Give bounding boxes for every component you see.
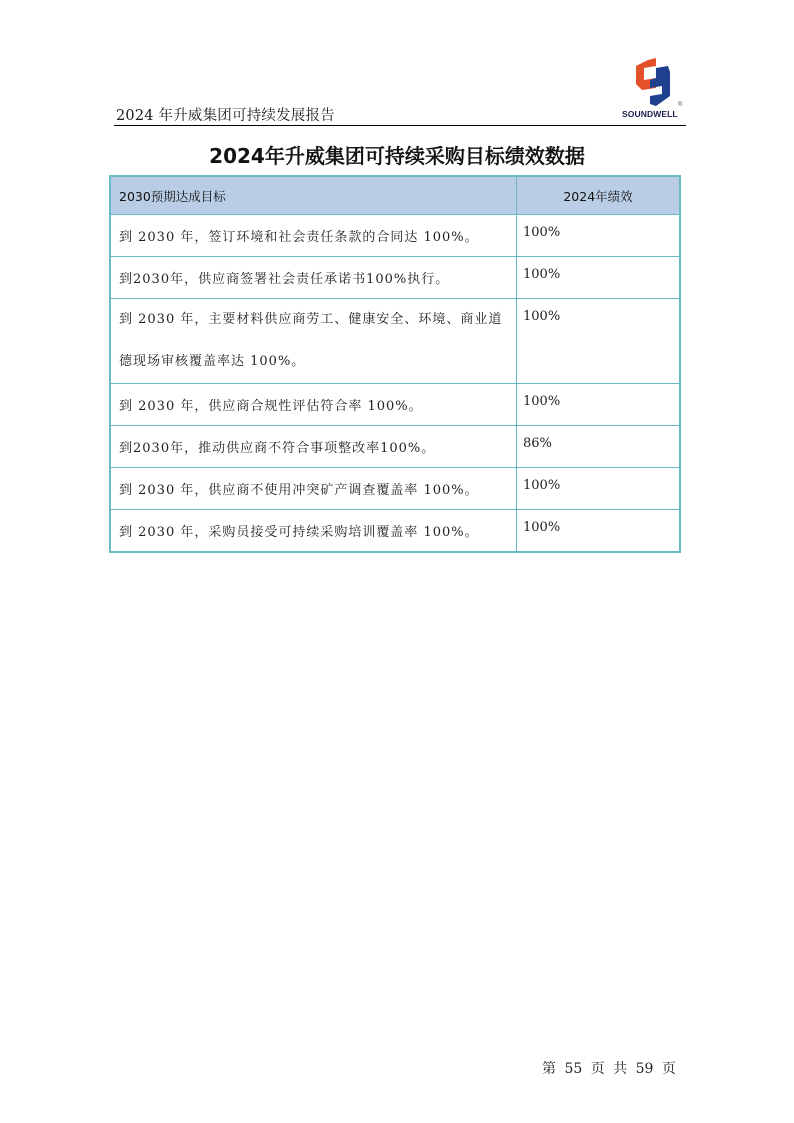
column-header-performance: 2024年绩效 — [517, 176, 681, 215]
goal-cell: 到2030年，推动供应商不符合事项整改率100%。 — [110, 426, 517, 468]
performance-cell: 100% — [517, 299, 681, 384]
procurement-goals-table — [109, 175, 681, 553]
goal-cell: 到 2030 年，采购员接受可持续采购培训覆盖率 100%。 — [110, 510, 517, 553]
table-row — [110, 299, 680, 384]
table-row — [110, 257, 680, 299]
goal-cell: 到 2030 年，供应商不使用冲突矿产调查覆盖率 100%。 — [110, 468, 517, 510]
table-row — [110, 468, 680, 510]
table-row — [110, 426, 680, 468]
performance-cell: 100% — [517, 510, 681, 553]
goal-cell: 到 2030 年，供应商合规性评估符合率 100%。 — [110, 384, 517, 426]
column-header-goal: 2030预期达成目标 — [110, 176, 517, 215]
soundwell-logo — [622, 58, 688, 122]
report-header-title: 2024 年升威集团可持续发展报告 — [116, 108, 335, 124]
performance-cell: 100% — [517, 384, 681, 426]
table-row — [110, 215, 680, 257]
goal-cell: 到 2030 年，签订环境和社会责任条款的合同达 100%。 — [110, 215, 517, 257]
performance-cell: 86% — [517, 426, 681, 468]
logo-wordmark: SOUNDWELL — [622, 109, 678, 119]
registered-mark: ® — [678, 102, 683, 108]
table-row — [110, 510, 680, 553]
table-row — [110, 384, 680, 426]
page-number: 第 55 页 共 59 页 — [542, 1061, 676, 1077]
performance-cell: 100% — [517, 257, 681, 299]
soundwell-logo-icon — [634, 58, 672, 106]
goal-cell: 到2030年，供应商签署社会责任承诺书100%执行。 — [110, 257, 517, 299]
table-header-row — [110, 176, 680, 215]
goal-cell: 到 2030 年，主要材料供应商劳工、健康安全、环境、商业道德现场审核覆盖率达 100%。 — [110, 299, 517, 384]
document-title: 2024年升威集团可持续采购目标绩效数据 — [209, 144, 585, 168]
performance-cell: 100% — [517, 468, 681, 510]
header-divider — [114, 125, 686, 126]
performance-cell: 100% — [517, 215, 681, 257]
